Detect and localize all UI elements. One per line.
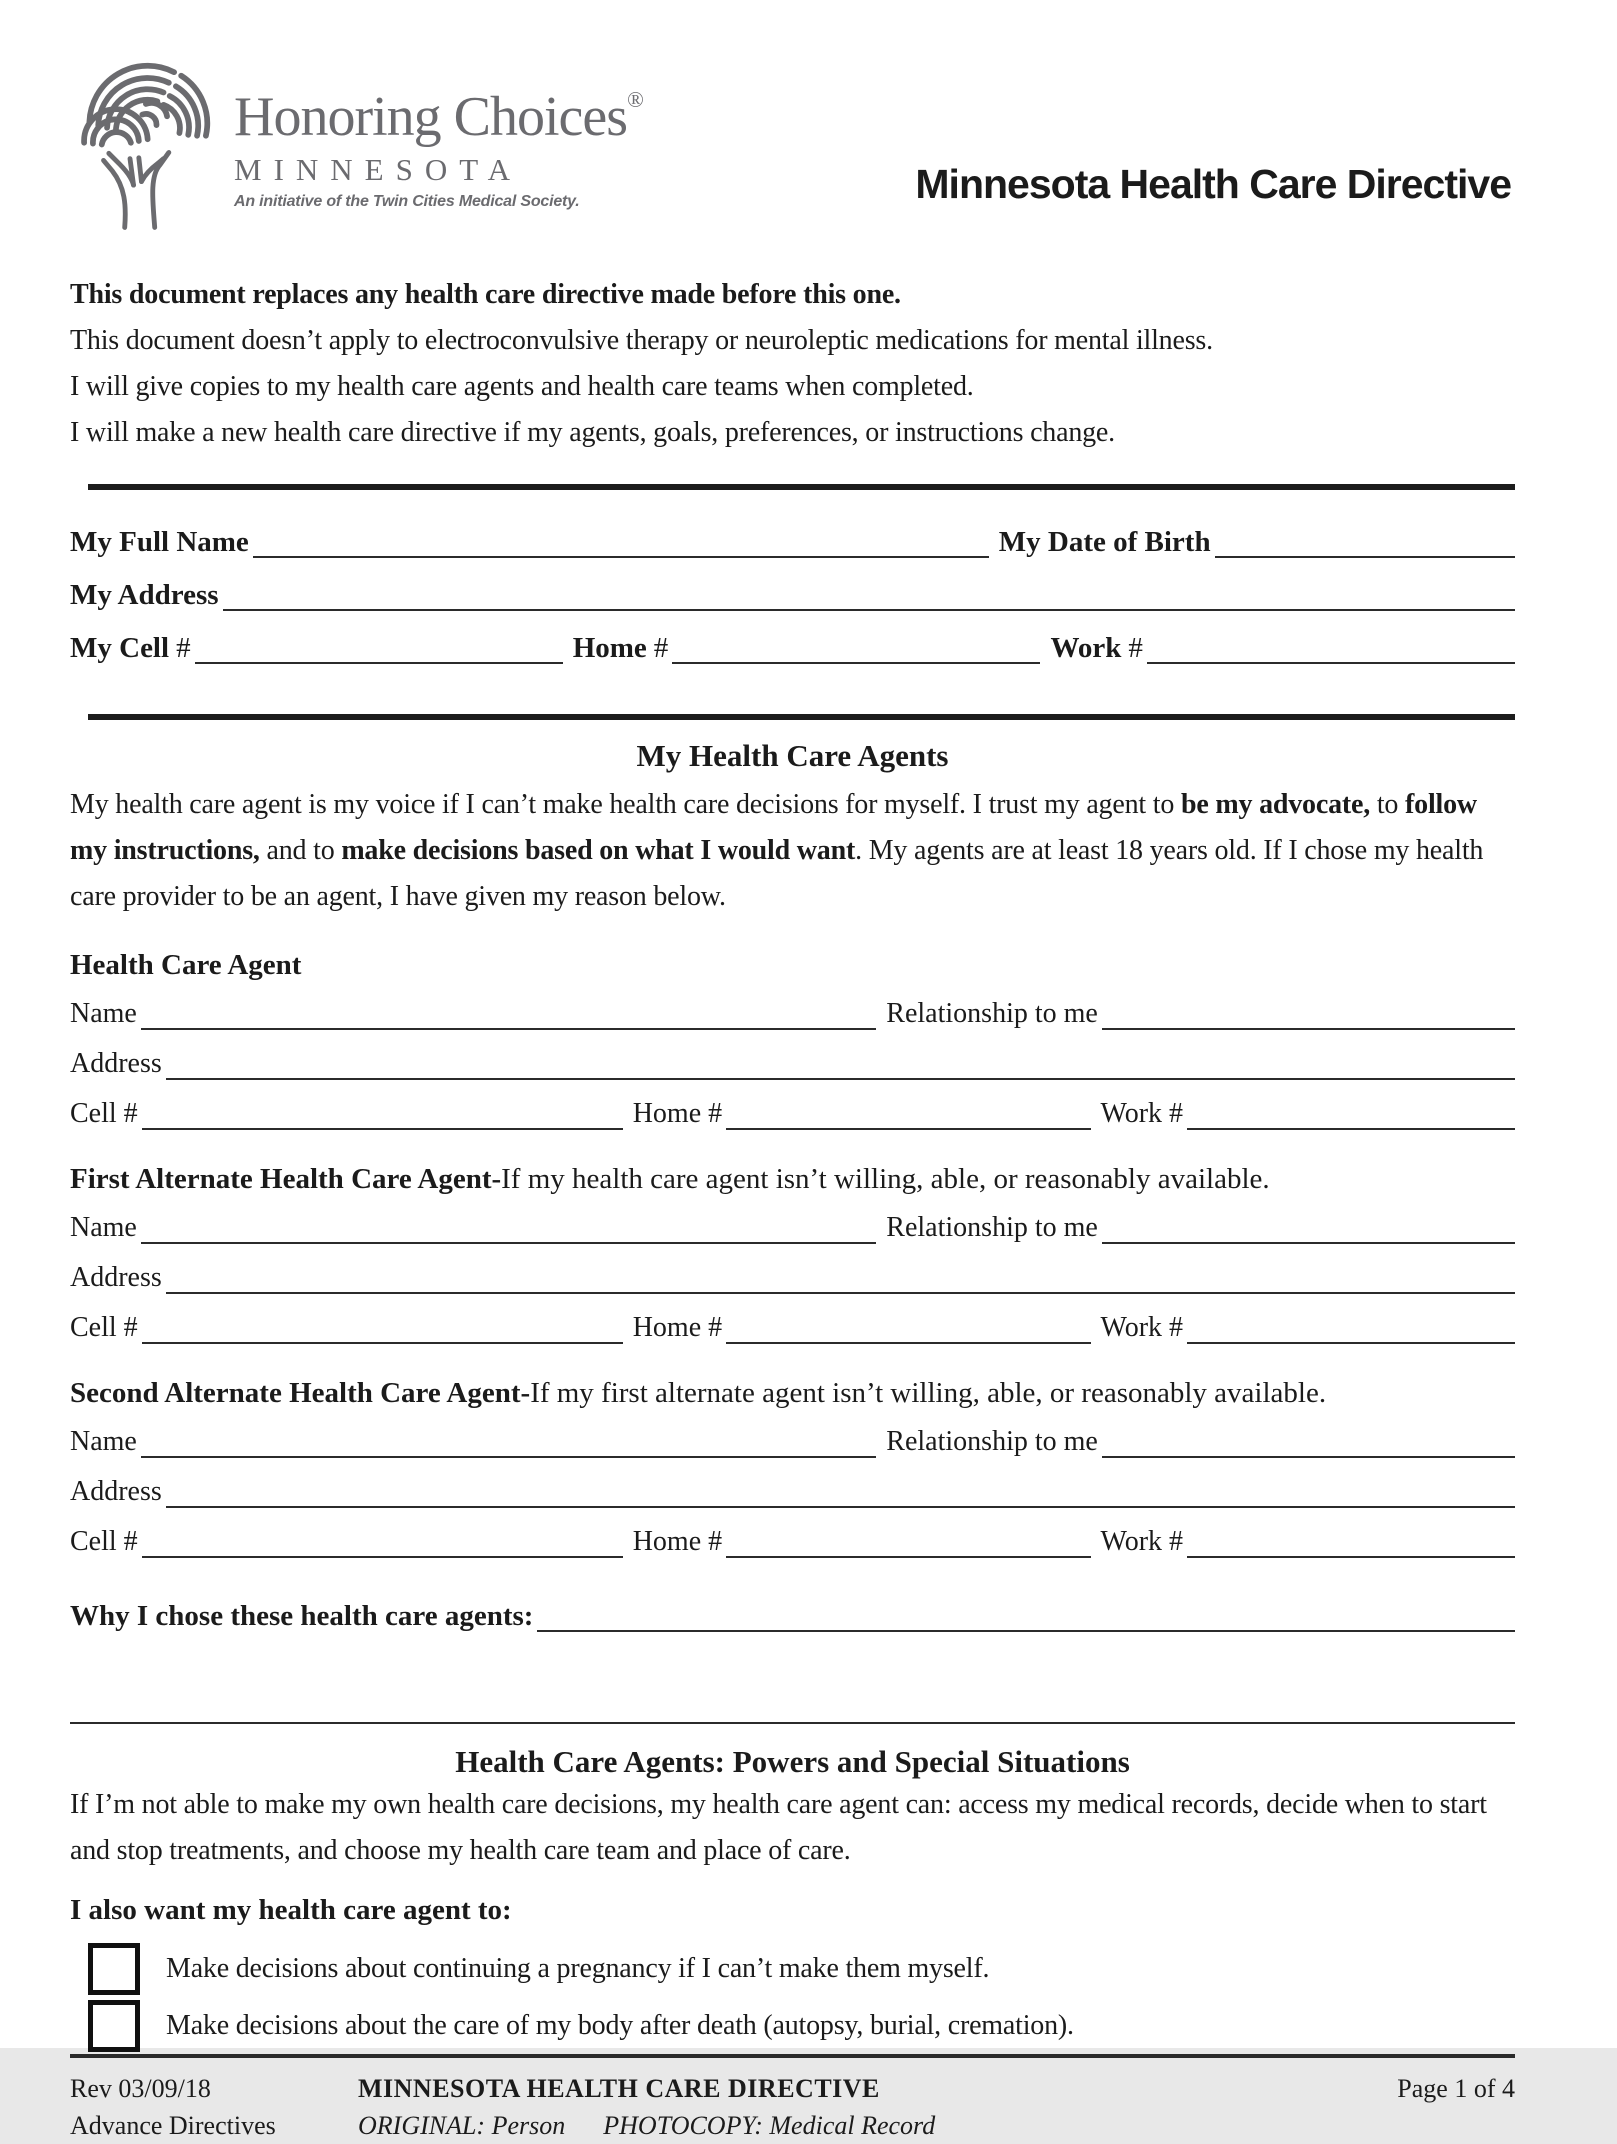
address-input[interactable] [223, 579, 1515, 611]
agent2-name-input[interactable] [141, 1212, 876, 1244]
agent2-phones-row [70, 1308, 1515, 1348]
agent3-home-input[interactable] [726, 1526, 1090, 1558]
agent1-address-label: Address [70, 1048, 162, 1079]
agent3-home-label: Home # [632, 1526, 723, 1557]
agent3-cell-input[interactable] [142, 1526, 623, 1558]
body-care-checkbox[interactable] [88, 2000, 140, 2052]
header [70, 44, 1515, 234]
agent1-relationship-label: Relationship to me [886, 998, 1098, 1029]
why-chosen-label: Why I chose these health care agents: [70, 1600, 534, 1632]
dob-input[interactable] [1215, 526, 1515, 558]
agent1-phones-row [70, 1094, 1515, 1134]
pregnancy-option-row [70, 1943, 1515, 1995]
brand-name: Honoring Choices® [234, 86, 643, 148]
second-alternate-fields [70, 1422, 1515, 1562]
brand-region: MINNESOTA [234, 152, 523, 187]
primary-agent-heading: Health Care Agent [70, 949, 302, 981]
agent1-name-input[interactable] [141, 998, 876, 1030]
intro-section [70, 272, 1515, 456]
agents-intro-paragraph: My health care agent is my voice if I can’t make health care decisions for myself. I trust my agent to be my advocate, to follow my instructions, and to make decisions based on what I would want. My agents are at least 18 years old. If I chose my health care provider to be an agent, I have given my reason below. [70, 789, 1484, 912]
footer-divider [70, 2054, 1515, 2058]
intro-line-1: This document replaces any health care directive made before this one. [70, 279, 901, 310]
agent2-cell-label: Cell # [70, 1312, 138, 1343]
agent3-work-input[interactable] [1187, 1526, 1515, 1558]
first-alternate-fields [70, 1208, 1515, 1348]
agent3-cell-label: Cell # [70, 1526, 138, 1557]
page-title: Minnesota Health Care Directive [915, 161, 1511, 207]
footer-rev: Rev 03/09/18 [70, 2074, 211, 2103]
agent1-relationship-input[interactable] [1102, 998, 1515, 1030]
agent1-work-input[interactable] [1187, 1098, 1515, 1130]
why-chosen-row-2 [70, 1692, 1515, 1728]
address-label: My Address [70, 579, 219, 611]
agent3-address-row [70, 1472, 1515, 1512]
agent3-name-row [70, 1422, 1515, 1462]
home-input[interactable] [672, 632, 1040, 664]
body-care-option-row [70, 2000, 1515, 2052]
why-chosen-input-2[interactable] [70, 1692, 1515, 1724]
agent2-name-label: Name [70, 1212, 137, 1243]
home-label: Home [572, 632, 647, 664]
work-input[interactable] [1147, 632, 1515, 664]
registered-mark: ® [627, 87, 643, 112]
primary-agent-fields [70, 994, 1515, 1134]
agent3-address-input[interactable] [166, 1476, 1515, 1508]
also-want-label: I also want my health care agent to: [70, 1894, 512, 1926]
honoring-choices-logo [70, 46, 643, 234]
intro-line-4: I will make a new health care directive if my agents, goals, preferences, or instructions change. [70, 417, 1115, 448]
why-chosen-input[interactable] [537, 1600, 1515, 1632]
work-hash: # [1128, 632, 1143, 664]
agent2-relationship-label: Relationship to me [886, 1212, 1098, 1243]
agent3-relationship-label: Relationship to me [886, 1426, 1098, 1457]
pregnancy-checkbox[interactable] [88, 1943, 140, 1995]
agent2-address-row [70, 1258, 1515, 1298]
agent2-home-input[interactable] [726, 1312, 1090, 1344]
footer-revision-block [70, 2070, 358, 2144]
cell-hash: # [176, 632, 191, 664]
second-alternate-heading: Second Alternate Health Care Agent-If my first alternate agent isn’t willing, able, or reasonably available. [70, 1377, 1327, 1409]
footer [70, 2070, 1515, 2144]
footer-page-number: Page 1 of 4 [1397, 2074, 1515, 2103]
name-dob-row [70, 522, 1515, 562]
personal-info-section [70, 522, 1515, 668]
agent1-cell-label: Cell # [70, 1098, 138, 1129]
footer-copies-note: ORIGINAL: Person PHOTOCOPY: Medical Record [358, 2111, 936, 2140]
agent3-name-label: Name [70, 1426, 137, 1457]
full-name-label: My Full Name [70, 526, 249, 558]
address-row [70, 575, 1515, 615]
agent2-home-label: Home # [632, 1312, 723, 1343]
agent2-name-row [70, 1208, 1515, 1248]
agent3-name-input[interactable] [141, 1426, 876, 1458]
agent2-work-label: Work # [1100, 1312, 1184, 1343]
divider-agents [88, 714, 1515, 720]
agent1-name-label: Name [70, 998, 137, 1029]
home-hash: # [653, 632, 669, 664]
divider-top [88, 484, 1515, 490]
agent3-relationship-input[interactable] [1102, 1426, 1515, 1458]
agent3-work-label: Work # [1100, 1526, 1184, 1557]
agent3-address-label: Address [70, 1476, 162, 1507]
body-care-option-label: Make decisions about the care of my body after death (autopsy, burial, cremation). [166, 2010, 1074, 2041]
pregnancy-option-label: Make decisions about continuing a pregnancy if I can’t make them myself. [166, 1953, 990, 1984]
intro-line-2: This document doesn’t apply to electroconvulsive therapy or neuroleptic medications for mental illness. [70, 325, 1213, 356]
agent2-cell-input[interactable] [142, 1312, 623, 1344]
agent1-cell-input[interactable] [142, 1098, 623, 1130]
agent1-home-label: Home # [632, 1098, 723, 1129]
agent1-home-input[interactable] [726, 1098, 1090, 1130]
footer-document-title: MINNESOTA HEALTH CARE DIRECTIVE [358, 2074, 880, 2103]
work-label: Work [1050, 632, 1122, 664]
cell-label: My Cell [70, 632, 170, 664]
fingerprint-tree-icon [70, 48, 220, 234]
dob-label: My Date of Birth [998, 526, 1211, 558]
phones-row [70, 628, 1515, 668]
agent1-address-row [70, 1044, 1515, 1084]
agent2-work-input[interactable] [1187, 1312, 1515, 1344]
cell-input[interactable] [195, 632, 563, 664]
powers-paragraph: If I’m not able to make my own health care decisions, my health care agent can: access my medical records, decide when to start and stop treatments, and choose my health care team and place of care. [70, 1789, 1487, 1866]
why-chosen-row [70, 1596, 1515, 1636]
powers-section-heading: Health Care Agents: Powers and Special Situations [455, 1744, 1130, 1779]
footer-title-block [358, 2070, 1397, 2144]
agent1-work-label: Work # [1100, 1098, 1184, 1129]
agent2-relationship-input[interactable] [1102, 1212, 1515, 1244]
agent2-address-label: Address [70, 1262, 162, 1293]
agent2-address-input[interactable] [166, 1262, 1515, 1294]
first-alternate-heading: First Alternate Health Care Agent-If my health care agent isn’t willing, able, or reasonably available. [70, 1163, 1270, 1195]
agent3-phones-row [70, 1522, 1515, 1562]
agent1-name-row [70, 994, 1515, 1034]
full-name-input[interactable] [253, 526, 989, 558]
agents-section-heading: My Health Care Agents [636, 738, 949, 773]
footer-dept: Advance Directives [70, 2111, 276, 2140]
intro-line-3: I will give copies to my health care agents and health care teams when completed. [70, 371, 974, 402]
agent1-address-input[interactable] [166, 1048, 1515, 1080]
brand-tagline: An initiative of the Twin Cities Medical Society. [234, 193, 580, 210]
